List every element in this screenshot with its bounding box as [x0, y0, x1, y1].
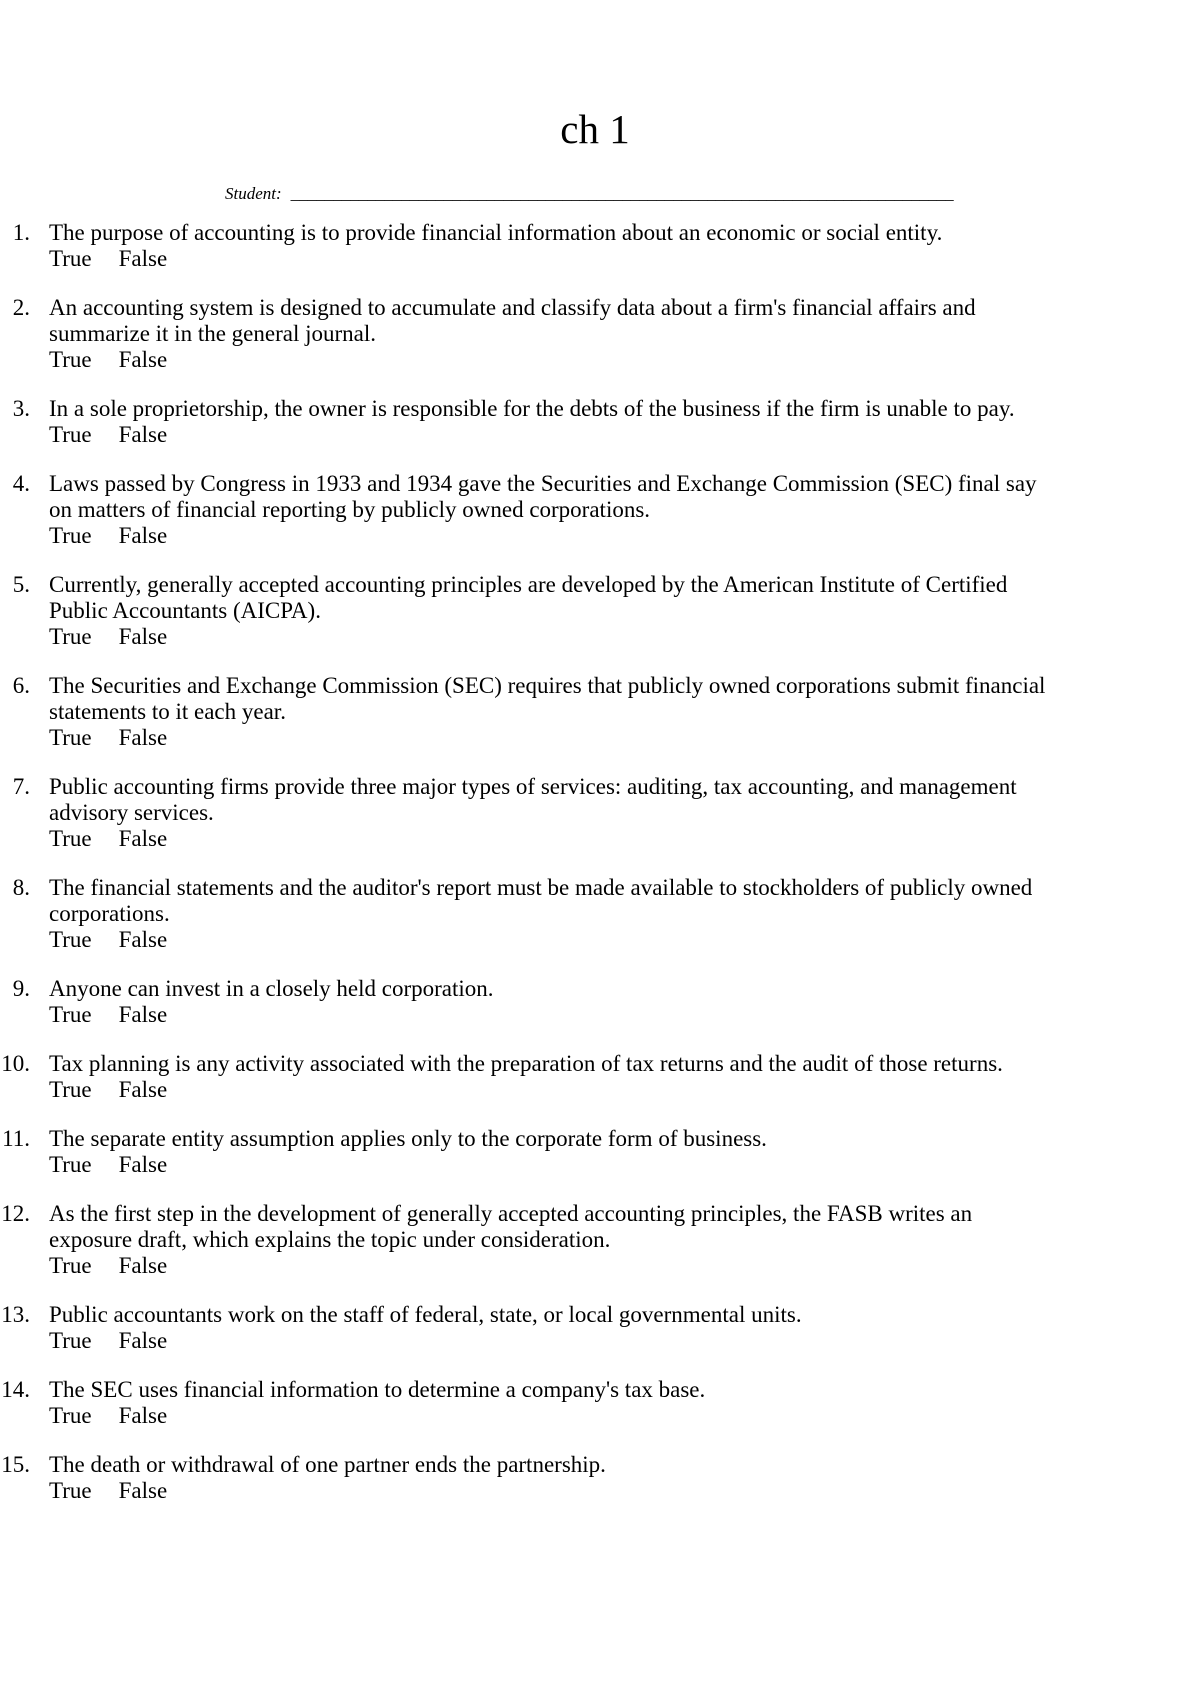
- question-item: [0, 295, 1190, 373]
- question-item: [0, 673, 1190, 751]
- true-option[interactable]: True: [49, 347, 92, 372]
- student-line: [225, 184, 1190, 204]
- page-title: ch 1: [560, 106, 630, 152]
- question-body: [49, 572, 1049, 650]
- false-option[interactable]: False: [118, 927, 168, 952]
- question-number: 10.: [1, 1051, 30, 1076]
- true-false-options: [49, 422, 1049, 448]
- question-item: [0, 976, 1190, 1028]
- question-item: [0, 396, 1190, 448]
- question-text: Laws passed by Congress in 1933 and 1934 gave the Securities and Exchange Commission (SEC) final say on matters of financial reporting by publicly owned corporations.: [49, 471, 1037, 522]
- true-option[interactable]: True: [49, 624, 92, 649]
- question-number: 15.: [1, 1452, 30, 1477]
- question-body: [49, 673, 1049, 751]
- question-item: [0, 1452, 1190, 1504]
- question-body: [49, 471, 1049, 549]
- question-item: [0, 774, 1190, 852]
- question-text: The SEC uses financial information to determine a company's tax base.: [49, 1377, 706, 1402]
- true-option[interactable]: True: [49, 927, 92, 952]
- question-body: [49, 1452, 1049, 1504]
- true-false-options: [49, 725, 1049, 751]
- false-option[interactable]: False: [118, 1328, 168, 1353]
- question-list: [0, 220, 1190, 1504]
- true-false-options: [49, 1077, 1049, 1103]
- true-false-options: [49, 927, 1049, 953]
- true-false-options: [49, 1403, 1049, 1429]
- question-body: [49, 774, 1049, 852]
- true-option[interactable]: True: [49, 1152, 92, 1177]
- false-option[interactable]: False: [118, 523, 168, 548]
- question-text: The death or withdrawal of one partner ends the partnership.: [49, 1452, 606, 1477]
- question-number: 2.: [12, 295, 30, 320]
- question-text: The separate entity assumption applies only to the corporate form of business.: [49, 1126, 767, 1151]
- question-text: The Securities and Exchange Commission (SEC) requires that publicly owned corporations submit financial statements to it each year.: [49, 673, 1046, 724]
- true-option[interactable]: True: [49, 1253, 92, 1278]
- question-number: 3.: [12, 396, 30, 421]
- true-option[interactable]: True: [49, 826, 92, 851]
- question-number: 9.: [12, 976, 30, 1001]
- question-item: [0, 1051, 1190, 1103]
- question-item: [0, 572, 1190, 650]
- false-option[interactable]: False: [118, 246, 168, 271]
- question-body: [49, 1302, 1049, 1354]
- student-blank-line[interactable]: ______________________________________________________________________________: [290, 184, 954, 203]
- true-option[interactable]: True: [49, 523, 92, 548]
- true-false-options: [49, 347, 1049, 373]
- true-false-options: [49, 246, 1049, 272]
- question-text: Currently, generally accepted accounting principles are developed by the American Institute of Certified Public Accountants (AICPA).: [49, 572, 1008, 623]
- true-option[interactable]: True: [49, 1328, 92, 1353]
- true-option[interactable]: True: [49, 1478, 92, 1503]
- true-option[interactable]: True: [49, 725, 92, 750]
- question-body: [49, 396, 1049, 448]
- true-false-options: [49, 1478, 1049, 1504]
- true-false-options: [49, 1253, 1049, 1279]
- question-number: 11.: [2, 1126, 30, 1151]
- question-item: [0, 875, 1190, 953]
- question-text: Tax planning is any activity associated with the preparation of tax returns and the audit of those returns.: [49, 1051, 1003, 1076]
- question-body: [49, 1051, 1049, 1103]
- false-option[interactable]: False: [118, 1253, 168, 1278]
- true-option[interactable]: True: [49, 422, 92, 447]
- question-text: The financial statements and the auditor's report must be made available to stockholders of publicly owned corporations.: [49, 875, 1033, 926]
- false-option[interactable]: False: [118, 347, 168, 372]
- question-body: [49, 1377, 1049, 1429]
- question-text: In a sole proprietorship, the owner is responsible for the debts of the business if the firm is unable to pay.: [49, 396, 1015, 421]
- true-false-options: [49, 1002, 1049, 1028]
- question-item: [0, 1201, 1190, 1279]
- question-body: [49, 1201, 1049, 1279]
- false-option[interactable]: False: [118, 624, 168, 649]
- question-text: Public accountants work on the staff of federal, state, or local governmental units.: [49, 1302, 802, 1327]
- question-body: [49, 976, 1049, 1028]
- question-item: [0, 471, 1190, 549]
- question-text: Anyone can invest in a closely held corporation.: [49, 976, 494, 1001]
- false-option[interactable]: False: [118, 1152, 168, 1177]
- question-item: [0, 1302, 1190, 1354]
- true-option[interactable]: True: [49, 246, 92, 271]
- question-item: [0, 220, 1190, 272]
- question-body: [49, 220, 1049, 272]
- false-option[interactable]: False: [118, 826, 168, 851]
- true-false-options: [49, 523, 1049, 549]
- false-option[interactable]: False: [118, 1002, 168, 1027]
- question-body: [49, 1126, 1049, 1178]
- question-body: [49, 875, 1049, 953]
- true-false-options: [49, 624, 1049, 650]
- question-text: An accounting system is designed to accumulate and classify data about a firm's financial affairs and summarize it in the general journal.: [49, 295, 976, 346]
- true-option[interactable]: True: [49, 1403, 92, 1428]
- true-option[interactable]: True: [49, 1077, 92, 1102]
- question-number: 4.: [12, 471, 30, 496]
- question-number: 5.: [12, 572, 30, 597]
- false-option[interactable]: False: [118, 725, 168, 750]
- question-number: 7.: [12, 774, 30, 799]
- question-number: 13.: [1, 1302, 30, 1327]
- question-item: [0, 1126, 1190, 1178]
- true-false-options: [49, 1152, 1049, 1178]
- question-number: 14.: [1, 1377, 30, 1402]
- question-number: 1.: [12, 220, 30, 245]
- false-option[interactable]: False: [118, 422, 168, 447]
- question-text: As the first step in the development of generally accepted accounting principles, the FASB writes an exposure draft, which explains the topic under consideration.: [49, 1201, 973, 1252]
- question-text: Public accounting firms provide three major types of services: auditing, tax accounting, and management advisory services.: [49, 774, 1017, 825]
- question-number: 6.: [12, 673, 30, 698]
- false-option[interactable]: False: [118, 1403, 168, 1428]
- true-false-options: [49, 826, 1049, 852]
- question-number: 12.: [1, 1201, 30, 1226]
- true-option[interactable]: True: [49, 1002, 92, 1027]
- question-body: [49, 295, 1049, 373]
- true-false-options: [49, 1328, 1049, 1354]
- question-text: The purpose of accounting is to provide financial information about an economic or social entity.: [49, 220, 943, 245]
- false-option[interactable]: False: [118, 1077, 168, 1102]
- student-label: Student:: [225, 184, 282, 203]
- question-number: 8.: [12, 875, 30, 900]
- question-item: [0, 1377, 1190, 1429]
- false-option[interactable]: False: [118, 1478, 168, 1503]
